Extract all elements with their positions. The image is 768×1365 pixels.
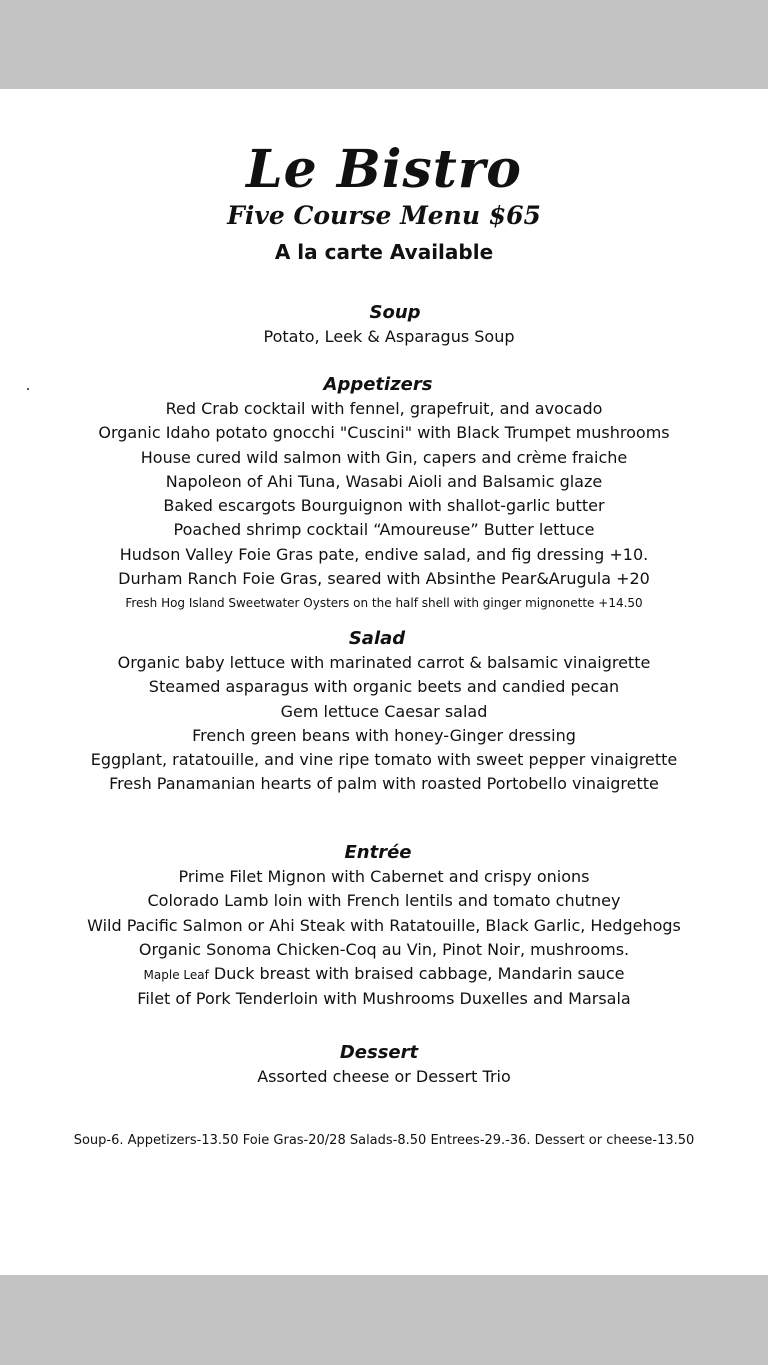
menu-item: Napoleon of Ahi Tuna, Wasabi Aioli and Balsamic glaze: [165, 471, 603, 491]
menu-item: House cured wild salmon with Gin, capers and crème fraiche: [140, 447, 628, 467]
soup-section: [0, 301, 768, 349]
soup-heading: Soup: [369, 302, 421, 323]
menu-item: Potato, Leek & Asparagus Soup: [263, 327, 515, 346]
duck-description: Duck breast with braised cabbage, Mandarin sauce: [208, 964, 625, 984]
dessert-heading: Dessert: [339, 1042, 419, 1063]
menu-item: Filet of Pork Tenderloin with Mushrooms Duxelles and Marsala: [137, 989, 631, 1009]
menu-item: Organic Sonoma Chicken-Coq au Vin, Pinot Noir, mushrooms.: [138, 939, 630, 959]
menu-item: French green beans with honey-Ginger dressing: [192, 725, 576, 745]
salad-section: [0, 627, 768, 797]
menu-item: Fresh Hog Island Sweetwater Oysters on the half shell with ginger mignonette +14.50: [125, 596, 643, 611]
menu-item: Durham Ranch Foie Gras, seared with Absinthe Pear&Arugula +20: [118, 569, 650, 589]
menu-item: Gem lettuce Caesar salad: [280, 701, 488, 721]
appetizers-heading: Appetizers: [323, 374, 433, 395]
duck-prefix: Maple Leaf: [143, 968, 209, 983]
entree-heading: Entrée: [344, 842, 412, 863]
top-gray-band: [0, 0, 768, 89]
menu-item: Steamed asparagus with organic beets and candied pecan: [148, 677, 620, 697]
menu-item: Organic Idaho potato gnocchi "Cuscini" with Black Trumpet mushrooms: [98, 423, 670, 443]
menu-item: [0, 962, 768, 987]
menu-item: Red Crab cocktail with fennel, grapefruit, and avocado: [165, 399, 603, 418]
menu-item: Poached shrimp cocktail “Amoureuse” Butter lettuce: [173, 520, 595, 540]
menu-item: Organic baby lettuce with marinated carrot & balsamic vinaigrette: [117, 653, 651, 672]
a-la-carte-prices: Soup-6. Appetizers-13.50 Foie Gras-20/28 Salads-8.50 Entrees-29.-36. Dessert or cheese-13.50: [73, 1133, 695, 1148]
a-la-carte-note: A la carte Available: [274, 240, 494, 264]
entree-section: [0, 841, 768, 1012]
menu-subtitle: Five Course Menu $65: [227, 201, 541, 230]
salad-heading: Salad: [348, 628, 406, 649]
menu-item: Hudson Valley Foie Gras pate, endive salad, and fig dressing +10.: [119, 544, 649, 564]
menu-item: Baked escargots Bourguignon with shallot-garlic butter: [163, 496, 605, 516]
menu-item: Fresh Panamanian hearts of palm with roasted Portobello vinaigrette: [109, 774, 659, 794]
menu-item: Colorado Lamb loin with French lentils and tomato chutney: [147, 891, 621, 911]
menu-item: Prime Filet Mignon with Cabernet and crispy onions: [178, 867, 590, 886]
bottom-gray-band: [0, 1275, 768, 1365]
menu-item: Wild Pacific Salmon or Ahi Steak with Ratatouille, Black Garlic, Hedgehogs: [87, 915, 681, 935]
menu-item: Eggplant, ratatouille, and vine ripe tomato with sweet pepper vinaigrette: [90, 750, 678, 770]
menu-item: Assorted cheese or Dessert Trio: [257, 1067, 511, 1086]
restaurant-name: Le Bistro: [246, 139, 522, 200]
dessert-section: [0, 1041, 768, 1089]
appetizers-section: [0, 373, 768, 616]
